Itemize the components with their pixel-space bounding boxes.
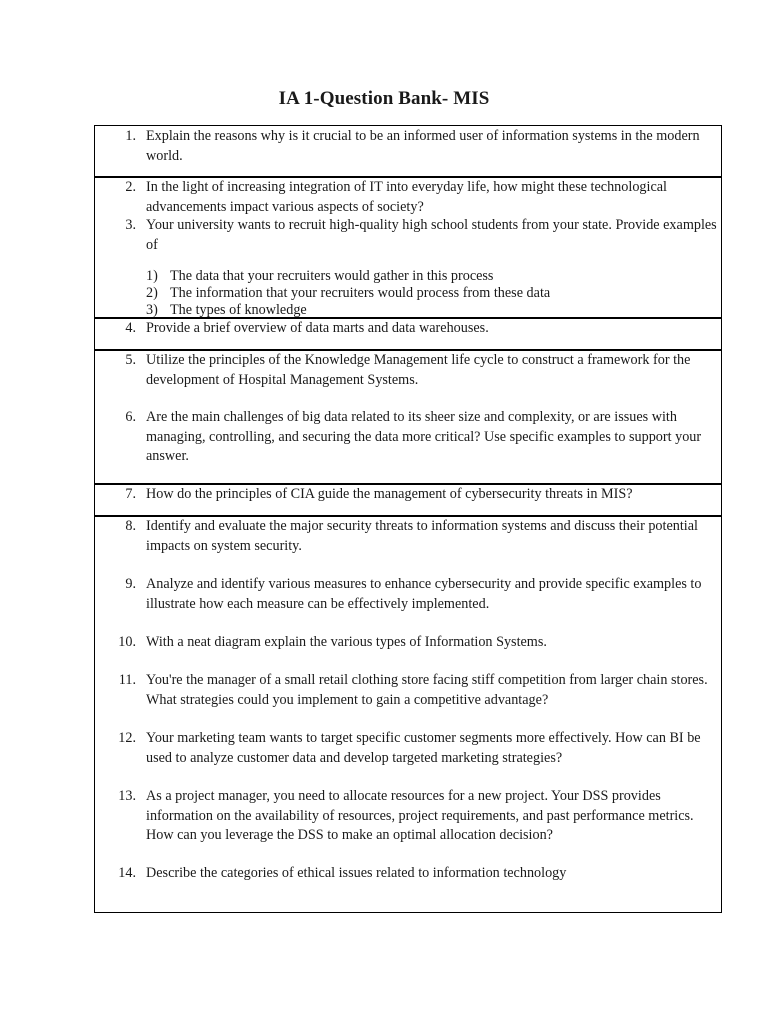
- question-text: Explain the reasons why is it crucial to be an informed user of information systems in the modern world.: [146, 128, 700, 164]
- question-box-4: [94, 350, 722, 484]
- question-text: Identify and evaluate the major security threats to information systems and discuss their potential impacts on system security.: [146, 518, 698, 554]
- question-text: Analyze and identify various measures to enhance cybersecurity and provide specific examples to illustrate how each measure can be effectively implemented.: [146, 576, 702, 612]
- question-text: With a neat diagram explain the various types of Information Systems.: [146, 634, 547, 650]
- question-number: 1.: [125, 128, 136, 144]
- question-text: Are the main challenges of big data related to its sheer size and complexity, or are issues with managing, controlling, and securing the data more critical? Use specific examples to support your answer.: [146, 409, 702, 464]
- question-text: As a project manager, you need to allocate resources for a new project. Your DSS provides information on the availability of resources, project requirements, and past performance metrics. How can you leverage the DSS to make an optimal allocation decision?: [146, 788, 694, 843]
- question-box-5: [94, 484, 722, 516]
- question-text: Provide a brief overview of data marts and data warehouses.: [146, 320, 489, 336]
- question-number: 14.: [118, 865, 136, 881]
- question-box-3: [94, 318, 722, 350]
- question-text: Describe the categories of ethical issues related to information technology: [146, 865, 567, 881]
- sub-item-text: The information that your recruiters would process from these data: [170, 285, 551, 301]
- question-box-1: [94, 125, 722, 177]
- question-number: 8.: [125, 518, 136, 534]
- question-text: Your marketing team wants to target specific customer segments more effectively. How can BI be used to analyze customer data and develop targeted marketing strategies?: [146, 730, 701, 766]
- question-number: 11.: [118, 672, 136, 688]
- question-number: 10.: [118, 634, 136, 650]
- question-number: 9.: [125, 576, 136, 592]
- question-number: 7.: [125, 486, 136, 502]
- sub-item-number: 1): [146, 268, 158, 284]
- sub-item-number: 2): [146, 285, 158, 301]
- question-text: Your university wants to recruit high-quality high school students from your state. Provide examples of: [146, 217, 717, 253]
- question-number: 6.: [125, 409, 136, 425]
- question-number: 5.: [125, 352, 136, 368]
- sub-item-text: The data that your recruiters would gather in this process: [170, 268, 494, 284]
- question-text: Utilize the principles of the Knowledge Management life cycle to construct a framework for the development of Hospital Management Systems.: [146, 352, 691, 388]
- page-title: IA 1-Question Bank- MIS: [278, 88, 490, 109]
- sub-item-3: [146, 302, 307, 319]
- question-text: How do the principles of CIA guide the management of cybersecurity threats in MIS?: [146, 486, 633, 502]
- sub-item-1: [146, 268, 493, 285]
- question-number: 13.: [118, 788, 136, 804]
- sub-item-text: The types of knowledge: [170, 302, 307, 318]
- question-text: You're the manager of a small retail clothing store facing stiff competition from larger chain stores. What strategies could you implement to gain a competitive advantage?: [146, 672, 708, 708]
- question-box-6: [94, 516, 722, 913]
- question-number: 2.: [125, 179, 136, 195]
- question-number: 12.: [118, 730, 136, 746]
- sub-item-2: [146, 285, 550, 302]
- question-number: 4.: [125, 320, 136, 336]
- sub-item-number: 3): [146, 302, 158, 318]
- question-box-2: [94, 177, 722, 318]
- question-number: 3.: [125, 217, 136, 233]
- question-text: In the light of increasing integration of IT into everyday life, how might these technological advancements impact various aspects of society?: [146, 179, 667, 215]
